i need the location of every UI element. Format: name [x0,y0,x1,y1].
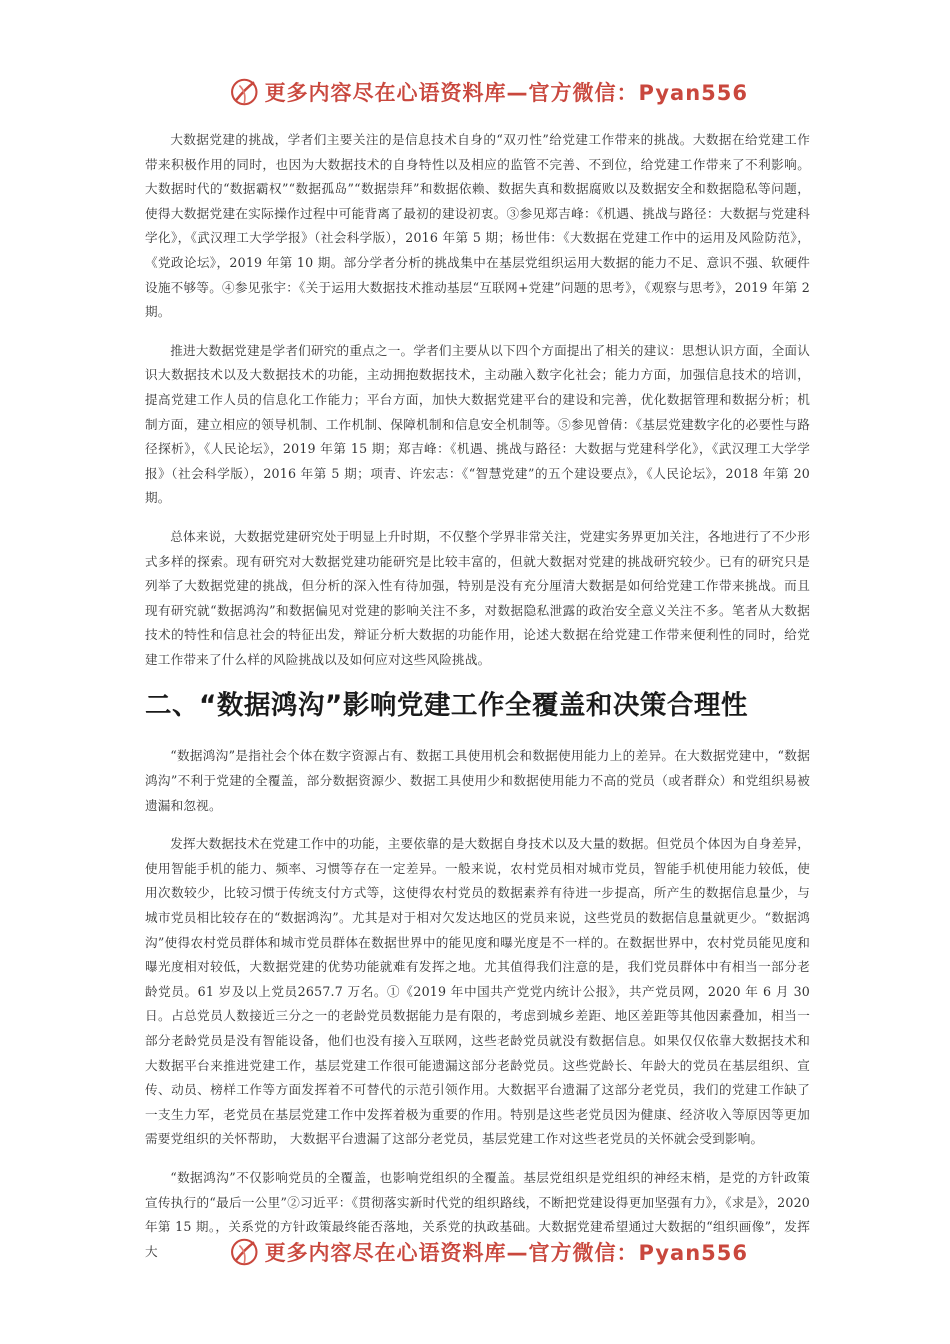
paragraph-suggestions: 推进大数据党建是学者们研究的重点之一。学者们主要从以下四个方面提出了相关的建议：思想认识方面，全面认识大数据技术以及大数据技术的功能，主动拥抱数据技术，主动融入数字化社会；能力方面，加强信息技术的培训， 提高党建工作人员的信息化工作能力；平台方面，加快大数据党建平台的建设和完善，优化数据管理和数据分析；机制方面，建立相应的领导机制、工作机制、保障机制和信息安全机制等。⑤参见曾倩：《基层党建数字化的必要性与路径探析》，《人民论坛》，2019 年第 15 期；郑吉峰：《机遇、挑战与路径：大数据与党建科学化》，《武汉理工大学学报》（社会科学版），2016 年第 5 期；项青、许宏志：《“智慧党建”的五个建设要点》，《人民论坛》，2018 年第 20 期。 [145,342,810,506]
footer-banner [228,1232,748,1272]
paragraph-summary: 总体来说，大数据党建研究处于明显上升时期，不仅整个学界非常关注，党建实务界更加关注，各地进行了不少形式多样的探索。现有研究对大数据党建功能研究是比较丰富的，但就大数据对党建的挑战研究较少。已有的研究只是列举了大数据党建的挑战，但分析的深入性有待加强，特别是没有充分厘清大数据是如何给党建工作带来挑战。而且现有研究就“数据鸿沟”和数据偏见对党建的影响关注不多，对数据隐私泄露的政治安全意义关注不多。笔者从大数据技术的特性和信息社会的特征出发，辩证分析大数据的功能作用，论述大数据在给党建工作带来便利性的同时，给党建工作带来了什么样的风险挑战以及如何应对这些风险挑战。 [145,528,810,667]
paragraph-organization-coverage: “数据鸿沟”不仅影响党员的全覆盖，也影响党组织的全覆盖。基层党组织是党组织的神经末梢，是党的方针政策宣传执行的“最后一公里”②习近平：《贯彻落实新时代党的组织路线，不断把党建设得更加坚强有力》，《求是》，2020 年第 15 期。，关系党的方针政策最终能否落地，关系党的执政基础。大数据党建希望通过大数据的“组织画像”，发挥大 [145,1169,810,1259]
footer-banner-text: 更多内容尽在心语资料库—官方微信：Pyan556 [264,1241,748,1265]
header-banner-text: 更多内容尽在心语资料库—官方微信：Pyan556 [264,81,748,105]
section-heading: 二、“数据鸿沟”影响党建工作全覆盖和决策合理性 [145,690,748,722]
ribbon-logo-icon [228,72,261,112]
document-body [145,128,810,1278]
ribbon-logo-icon [228,1232,261,1272]
paragraph-elderly-members: 发挥大数据技术在党建工作中的功能，主要依靠的是大数据自身技术以及大量的数据。但党员个体因为自身差异，使用智能手机的能力、频率、习惯等存在一定差异。一般来说，农村党员相对城市党员，智能手机使用能力较低，使用次数较少，比较习惯于传统支付方式等，这使得农村党员的数据素养有待进一步提高，所产生的数据信息量少，与城市党员相比较存在的“数据鸿沟”。尤其是对于相对欠发达地区的党员来说，这些党员的数据信息量就更少。“数据鸿沟”使得农村党员群体和城市党员群体在数据世界中的能见度和曝光度是不一样的。在数据世界中，农村党员能见度和曝光度相对较低，大数据党建的优势功能就难有发挥之地。尤其值得我们注意的是，我们党员群体中有相当一部分老龄党员。61 岁及以上党员2657.7 万名。①《2019 年中国共产党党内统计公报》，共产党员网，2020 年 6 月 30 日。占总党员人数接近三分之一的老龄党员数据能力是有限的，考虑到城乡差距、地区差距等其他因素叠加，相当一部分老龄党员是没有智能设备，他们也没有接入互联网，这些老龄党员就没有数据信息。如果仅仅依靠大数据技术和大数据平台来推进党建工作，基层党建工作很可能遗漏这部分老龄党员。这些党龄长、年龄大的党员在基层组织、宣传、动员、榜样工作等方面发挥着不可替代的示范引领作用。大数据平台遗漏了这部分老党员，我们的党建工作缺了一支生力军，老党员在基层党建工作中发挥着极为重要的作用。特别是这些老党员因为健康、经济收入等原因等更加需要党组织的关怀帮助， 大数据平台遗漏了这部分老党员，基层党建工作对这些老党员的关怀就会受到影响。 [145,836,810,1147]
header-banner [228,72,748,112]
paragraph-challenges: 大数据党建的挑战，学者们主要关注的是信息技术自身的“双刃性”给党建工作带来的挑战。大数据在给党建工作带来积极作用的同时，也因为大数据技术的自身特性以及相应的监管不完善、不到位，给党建工作带来了不利影响。大数据时代的“数据霸权”“数据孤岛”“数据崇拜”和数据依赖、数据失真和数据腐败以及数据安全和数据隐私等问题，使得大数据党建在实际操作过程中可能背离了最初的建设初衷。③参见郑吉峰：《机遇、挑战与路径：大数据与党建科学化》，《武汉理工大学学报》（社会科学版），2016 年第 5 期；杨世伟：《大数据在党建工作中的运用及风险防范》，《党政论坛》，2019 年第 10 期。部分学者分析的挑战集中在基层党组织运用大数据的能力不足、意识不强、软硬件设施不够等。④参见张宇：《关于运用大数据技术推动基层“互联网+党建”问题的思考》，《观察与思考》，2019 年第 2 期。 [145,132,810,320]
paragraph-digital-divide-definition: “数据鸿沟”是指社会个体在数字资源占有、数据工具使用机会和数据使用能力上的差异。在大数据党建中，“数据鸿沟”不利于党建的全覆盖，部分数据资源少、数据工具使用少和数据使用能力不高的党员（或者群众）和党组织易被遗漏和忽视。 [145,748,810,813]
